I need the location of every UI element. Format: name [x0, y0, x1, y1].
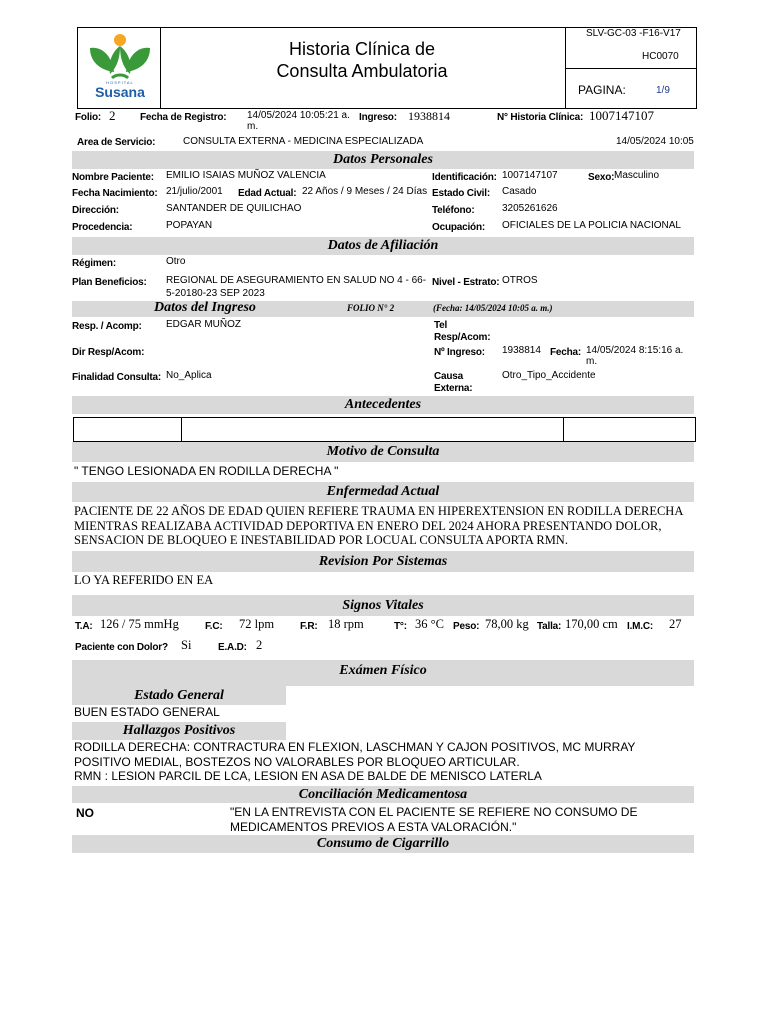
identificacion-label: Identificación:	[432, 172, 497, 183]
enfermedad-line-2: MIENTRAS REALIZABA ACTIVIDAD DEPORTIVA EN ENERO DEL 2024 AHORA PRESENTANDO DOLOR,	[74, 518, 662, 533]
resp-acomp-label: Resp. / Acomp:	[72, 321, 142, 332]
n-ingreso-label: Nº Ingreso:	[434, 347, 485, 358]
edad-value: 22 Años / 9 Meses / 24 Días	[302, 186, 428, 197]
section-signos: Signos Vitales	[72, 595, 694, 616]
temp-value: 36 °C	[415, 617, 444, 631]
finalidad-label: Finalidad Consulta:	[72, 372, 161, 383]
fr-value: 18 rpm	[328, 617, 364, 631]
ead-value: 2	[256, 638, 263, 652]
folio-value: 2	[109, 108, 116, 123]
plan-label: Plan Beneficios:	[72, 277, 147, 288]
estado-general-text: BUEN ESTADO GENERAL	[74, 705, 220, 719]
direccion-value: SANTANDER DE QUILICHAO	[166, 203, 302, 214]
sexo-value: Masculino	[614, 170, 660, 181]
ingreso-fecha: (Fecha: 14/05/2024 10:05 a. m.)	[433, 303, 553, 313]
telefono-label: Teléfono:	[432, 205, 475, 216]
ingreso-fecha-value-2: m.	[586, 356, 598, 367]
estado-general-title: Estado General	[72, 686, 286, 705]
identificacion-value: 1007147107	[502, 170, 558, 181]
dolor-value: Si	[181, 638, 192, 652]
hallazgos-line-2: POSITIVO MEDIAL, BOSTEZOS NO VALORABLES POR BLOQUEO ARTICULAR.	[74, 754, 520, 769]
fecha-registro-value: 14/05/2024 10:05:21 a.	[247, 110, 350, 121]
estado-civil-value: Casado	[502, 186, 537, 197]
enfermedad-line-3: SENSACION DE BLOQUEO E INESTABILIDAD POR LOCUAL CONSULTA APORTA RMN.	[74, 533, 568, 547]
n-ingreso-value: 1938814	[502, 345, 541, 356]
edad-label: Edad Actual:	[238, 188, 297, 199]
motivo-text: " TENGO LESIONADA EN RODILLA DERECHA "	[74, 464, 339, 478]
nombre-label: Nombre Paciente:	[72, 172, 154, 183]
ingreso-title: Datos del Ingreso	[154, 300, 256, 315]
plan-value-2: 5-20180-23 SEP 2023	[166, 288, 265, 299]
telefono-value: 3205261626	[502, 203, 558, 214]
fc-value: 72 lpm	[239, 617, 275, 631]
ocupacion-value: OFICIALES DE LA POLICIA NACIONAL	[502, 220, 681, 231]
tel-resp-label: Tel	[434, 320, 448, 331]
talla-value: 170,00 cm	[565, 617, 618, 631]
historia-value: 1007147107	[589, 108, 654, 123]
causa-label: Causa	[434, 371, 464, 382]
direccion-label: Dirección:	[72, 205, 119, 216]
ingreso-folio: FOLIO N° 2	[347, 303, 395, 313]
section-conciliacion: Conciliación Medicamentosa	[72, 786, 694, 803]
sexo-label: Sexo:	[588, 172, 615, 183]
form-code: SLV-GC-03 -F16-V17	[586, 28, 681, 39]
procedencia-label: Procedencia:	[72, 222, 133, 233]
historia-label: N° Historia Clínica:	[497, 112, 584, 123]
fecha-registro-label: Fecha de Registro:	[140, 112, 227, 123]
ingreso-value: 1938814	[408, 109, 450, 123]
estado-civil-label: Estado Civil:	[432, 188, 490, 199]
area-label: Area de Servicio:	[77, 137, 156, 148]
plan-value: REGIONAL DE ASEGURAMIENTO EN SALUD NO 4 - 66-	[166, 275, 427, 286]
nombre-value: EMILIO ISAIAS MUÑOZ VALENCIA	[166, 170, 326, 181]
fc-label: F.C:	[205, 621, 223, 632]
dolor-label: Paciente con Dolor?	[75, 642, 168, 653]
hallazgos-title: Hallazgos Positivos	[72, 722, 286, 740]
area-value: CONSULTA EXTERNA - MEDICINA ESPECIALIZADA	[183, 136, 424, 147]
ingreso-label: Ingreso:	[359, 112, 397, 123]
hallazgos-line-3: RMN : LESION PARCIL DE LCA, LESION EN ASA DE BALDE DE MENISCO LATERLA	[74, 769, 542, 783]
ead-label: E.A.D:	[218, 642, 247, 653]
conciliacion-text	[230, 805, 637, 834]
section-ingreso	[72, 301, 694, 317]
hallazgos-text	[74, 740, 694, 784]
peso-label: Peso:	[453, 621, 480, 632]
section-afiliacion: Datos de Afiliación	[72, 237, 694, 255]
conciliacion-line-2: MEDICAMENTOS PREVIOS A ESTA VALORACIÓN."	[230, 819, 517, 834]
causa-value: Otro_Tipo_Accidente	[502, 370, 596, 381]
logo-subtext: HOSPITAL	[106, 80, 134, 85]
causa-label-2: Externa:	[434, 383, 473, 394]
section-datos-personales: Datos Personales	[72, 151, 694, 169]
area-date: 14/05/2024 10:05	[616, 136, 694, 147]
document-title	[162, 38, 562, 82]
page-label: PAGINA:	[578, 83, 626, 97]
title-line-2: Consulta Ambulatoria	[276, 61, 448, 81]
folio-label: Folio:	[75, 112, 102, 123]
enfermedad-text	[74, 504, 694, 548]
dir-resp-label: Dir Resp/Acom:	[72, 347, 145, 358]
title-line-1: Historia Clínica de	[288, 39, 436, 59]
hospital-logo	[82, 32, 158, 104]
document-header	[77, 27, 697, 109]
section-examen: Exámen Físico	[72, 660, 694, 686]
enfermedad-line-1: PACIENTE DE 22 AÑOS DE EDAD QUIEN REFIERE TRAUMA EN HIPEREXTENSION EN RODILLA DERECHA	[74, 504, 684, 518]
regimen-label: Régimen:	[72, 258, 116, 269]
ta-value: 126 / 75 mmHg	[100, 617, 179, 631]
fecha-registro-value-2: m.	[247, 121, 259, 132]
ingreso-fecha-label: Fecha:	[550, 347, 582, 358]
section-motivo: Motivo de Consulta	[72, 442, 694, 462]
logo-text: Susana	[95, 84, 145, 100]
section-cigarrillo: Consumo de Cigarrillo	[72, 835, 694, 853]
page-value: 1/9	[656, 85, 670, 96]
ocupacion-label: Ocupación:	[432, 222, 486, 233]
resp-acomp-value: EDGAR MUÑOZ	[166, 319, 241, 330]
hallazgos-line-1: RODILLA DERECHA: CONTRACTURA EN FLEXION, LASCHMAN Y CAJON POSITIVOS, MC MURRAY	[74, 740, 636, 754]
ingreso-fecha-value: 14/05/2024 8:15:16 a.	[586, 345, 684, 356]
antecedentes-table	[73, 417, 696, 442]
section-antecedentes: Antecedentes	[72, 396, 694, 414]
section-enfermedad: Enfermedad Actual	[72, 482, 694, 502]
conciliacion-answer: NO	[76, 806, 94, 820]
nacimiento-value: 21/julio/2001	[166, 186, 223, 197]
procedencia-value: POPAYAN	[166, 220, 213, 231]
nacimiento-label: Fecha Nacimiento:	[72, 188, 158, 199]
imc-value: 27	[669, 617, 682, 631]
talla-label: Talla:	[537, 621, 562, 632]
tel-resp-label-2: Resp/Acom:	[434, 332, 491, 343]
fr-label: F.R:	[300, 621, 318, 632]
ta-label: T.A:	[75, 621, 93, 632]
revision-text: LO YA REFERIDO EN EA	[74, 573, 214, 587]
temp-label: T°:	[394, 621, 407, 632]
nivel-value: OTROS	[502, 275, 538, 286]
form-hc-code: HC0070	[642, 51, 679, 62]
conciliacion-line-1: "EN LA ENTREVISTA CON EL PACIENTE SE REFIERE NO CONSUMO DE	[230, 805, 638, 819]
peso-value: 78,00 kg	[485, 617, 529, 631]
finalidad-value: No_Aplica	[166, 370, 212, 381]
nivel-label: Nivel - Estrato:	[432, 277, 500, 288]
imc-label: I.M.C:	[627, 621, 654, 632]
section-revision: Revision Por Sistemas	[72, 551, 694, 572]
regimen-value: Otro	[166, 256, 186, 267]
